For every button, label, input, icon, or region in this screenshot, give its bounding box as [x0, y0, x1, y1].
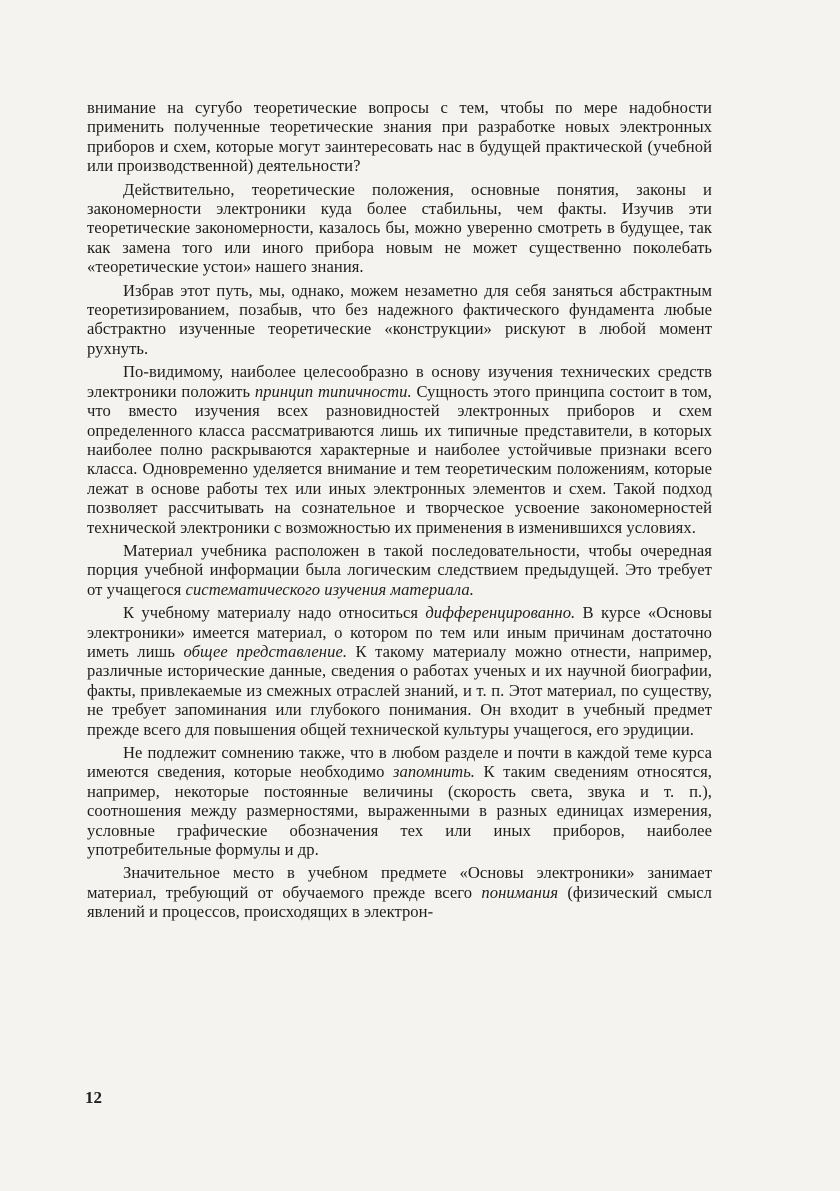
page-number: 12: [85, 1088, 102, 1107]
emphasis-general-idea: общее представление.: [183, 641, 348, 661]
paragraph-5: Материал учебника расположен в такой последовательности, чтобы очередная порция учебной информации была логическим следствием предыдущей. Это требует от учащегося систематического изучения материала.: [87, 540, 712, 599]
paragraph-4: По-видимому, наиболее целесообразно в основу изучения технических средств электроники положить принцип типичности. Сущность этого принципа состоит в том, что вместо изучения всех разновидностей электронных приборов и схем определенного класса рассматриваются лишь их типичные представители, в которых наиболее полно раскрываются характерные и наиболее устойчивые признаки всего класса. Одновременно уделяется внимание и тем теоретическим положениям, которые лежат в основе работы тех или иных электронных элементов и схем. Такой подход позволяет рассчитывать на сознательное и творческое усвоение закономерностей технической электроники с возможностью их применения в изменившихся условиях.: [87, 362, 712, 537]
paragraph-3: Избрав этот путь, мы, однако, можем незаметно для себя заняться абстрактным теоретизированием, позабыв, что без надежного фактического фундамента любые абстрактно изученные теоретические «конструкции» рискуют в любой момент рухнуть.: [87, 280, 712, 358]
paragraph-8: Значительное место в учебном предмете «Основы электроники» занимает материал, требующий от обучаемого прежде всего понимания (физический смысл явлений и процессов, происходящих в электрон-: [87, 863, 712, 922]
emphasis-understanding: понимания: [481, 882, 559, 902]
paragraph-6: К учебному материалу надо относиться дифференцированно. В курсе «Основы электроники» имеется материал, о котором по тем или иным причинам достаточно иметь лишь общее представление. К такому материалу можно отнести, например, различные исторические данные, сведения о работах ученых и их научной биографии, факты, привлекаемые из смежных отраслей знаний, и т. п. Этот материал, по существу, не требует запоминания или глубокого понимания. Он входит в учебный предмет прежде всего для повышения общей технической культуры учащегося, его эрудиции.: [87, 603, 712, 739]
paragraph-2: Действительно, теоретические положения, основные понятия, законы и закономерности электроники куда более стабильны, чем факты. Изучив эти теоретические закономерности, казалось бы, можно уверенно смотреть в будущее, так как замена того или иного прибора новым не может существенно поколебать «теоретические устои» нашего знания.: [87, 179, 712, 277]
paragraph-1: внимание на сугубо теоретические вопросы с тем, чтобы по мере надобности применить полученные теоретические знания при разработке новых электронных приборов и схем, которые могут заинтересовать нас в будущей практической (учебной или производственной) деятельности?: [87, 98, 712, 176]
text-column: [87, 98, 712, 922]
emphasis-systematic: систематического изучения материала.: [185, 579, 474, 599]
emphasis-typicality: принцип типичности.: [254, 381, 412, 401]
emphasis-memorize: запомнить.: [392, 762, 476, 782]
emphasis-differentiated: дифференцированно.: [425, 603, 576, 623]
paragraph-7: Не подлежит сомнению также, что в любом разделе и почти в каждой теме курса имеются сведения, которые необходимо запомнить. К таким сведениям относятся, например, некоторые постоянные величины (скорость света, звука и т. п.), соотношения между размерностями, выраженными в разных единицах измерения, условные графические обозначения тех или иных приборов, наиболее употребительные формулы и др.: [87, 743, 713, 860]
